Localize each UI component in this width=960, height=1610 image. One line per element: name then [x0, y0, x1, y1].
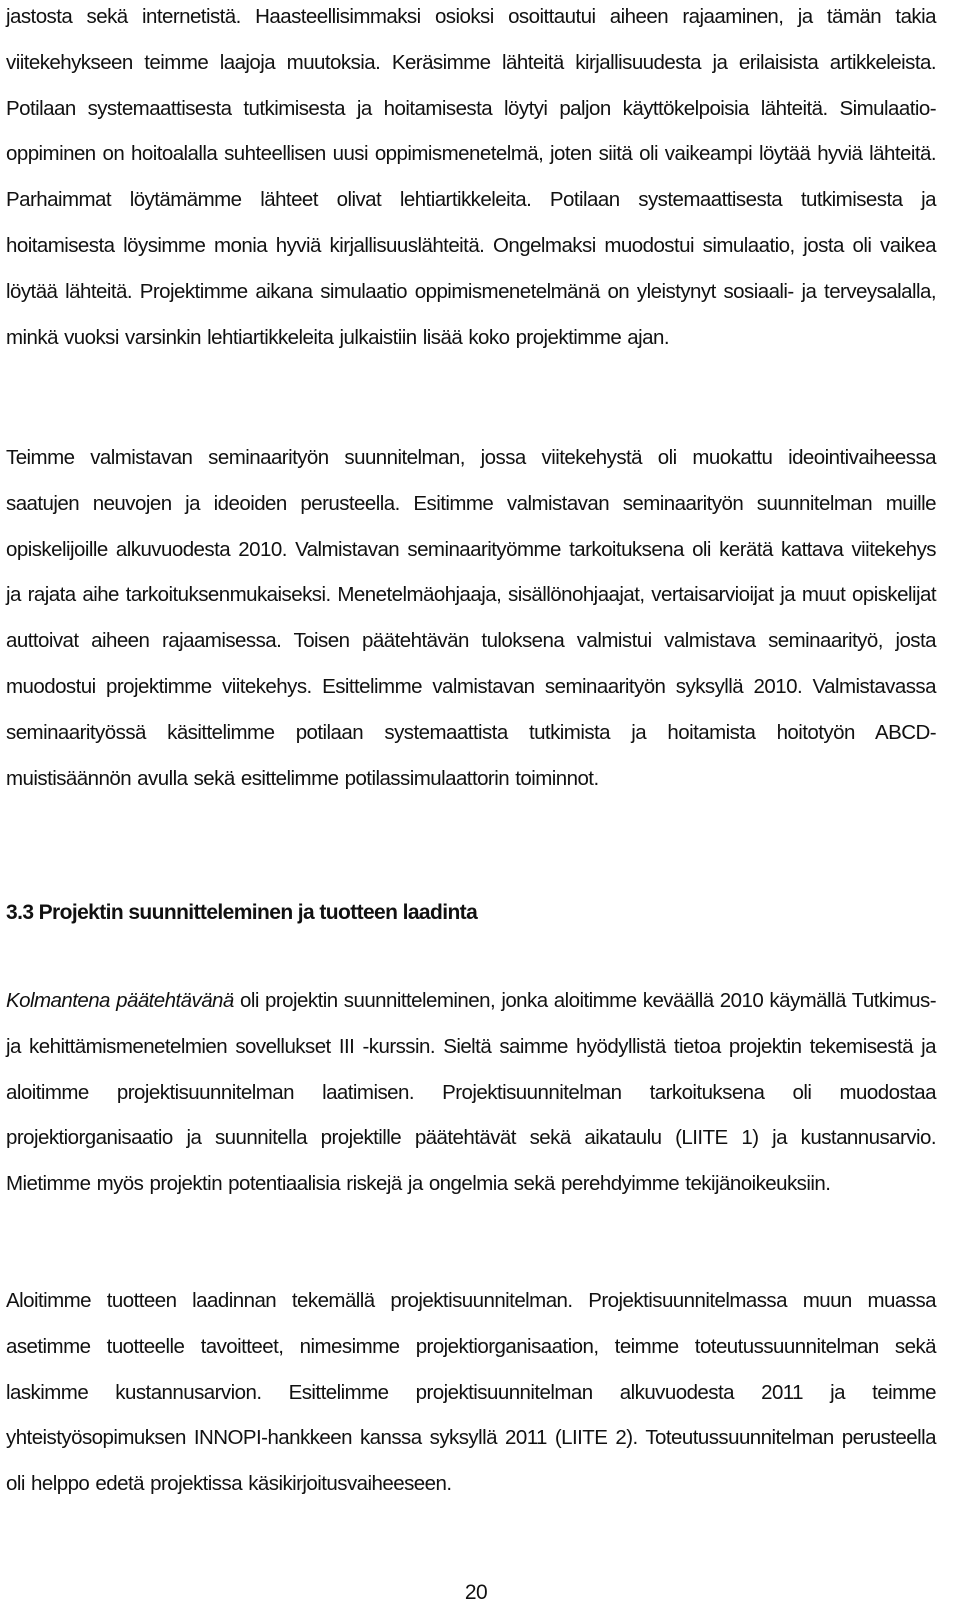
- section-paragraph-1: [6, 978, 936, 1207]
- page-number: 20: [464, 1581, 488, 1604]
- body-paragraph-2: Teimme valmistavan seminaarityön suunnitelman, jossa viitekehystä oli muokattu ideointivaiheessa saatujen neuvojen ja ideoiden perusteella. Esitimme valmistavan seminaarityön suunnitelman muille opiskelijoille alkuvuodesta 2010. Valmistavan seminaarityömme tarkoituksena oli kerätä kattava viitekehys ja rajata aihe tarkoituksenmukaiseksi. Menetelmäohjaaja, sisällönohjaajat, vertaisarvioijat ja muut opiskelijat auttoivat aiheen rajaamisessa. Toisen päätehtävän tuloksena valmistui valmistava seminaarityö, josta muodostui projektimme viitekehys. Esittelimme valmistavan seminaarityön syksyllä 2010. Valmistavassa seminaarityössä käsittelimme potilaan systemaattista tutkimista ja hoitamista hoitotyön ABCD-muistisäännön avulla sekä esittelimme potilassimulaattorin toiminnot.: [6, 446, 936, 790]
- section-paragraph-2: Aloitimme tuotteen laadinnan tekemällä projektisuunnitelman. Projektisuunnitelmassa muun muassa asetimme tuotteelle tavoitteet, nimesimme projektiorganisaation, teimme toteutussuunnitelman sekä laskimme kustannusarvion. Esittelimme projektisuunnitelman alkuvuodesta 2011 ja teimme yhteistyösopimuksen INNOPI-hankkeen kanssa syksyllä 2011 (LIITE 2). Toteutussuunnitelman perusteella oli helppo edetä projektissa käsikirjoitusvaiheeseen.: [6, 1289, 936, 1496]
- section-heading: 3.3 Projektin suunnitteleminen ja tuotteen laadinta: [6, 901, 478, 924]
- section-paragraph-1-text: oli projektin suunnitteleminen, jonka aloitimme keväällä 2010 käymällä Tutkimus- ja kehittämismenetelmien sovellukset III -kurssin. Sieltä saimme hyödyllistä tietoa projektin tekemisestä ja aloitimme projektisuunnitelman laatimisen. Projektisuunnitelman tarkoituksena oli muodostaa projektiorganisaatio ja suunnitella projektille päätehtävät sekä aikataulu (LIITE 1) ja kustannusarvio. Mietimme myös projektin potentiaalisia riskejä ja ongelmia sekä perehdyimme tekijänoikeuksiin.: [6, 989, 936, 1196]
- section-paragraph-1-emphasis: Kolmantena päätehtävänä: [6, 989, 234, 1012]
- body-paragraph-1: jastosta sekä internetistä. Haasteellisimmaksi osioksi osoittautui aiheen rajaaminen, ja tämän takia viitekehykseen teimme laajoja muutoksia. Keräsimme lähteitä kirjallisuudesta ja erilaisista artikkeleista. Potilaan systemaattisesta tutkimisesta ja hoitamisesta löytyi paljon käyttökelpoisia lähteitä. Simulaatio-oppiminen on hoitoalalla suhteellisen uusi oppimismenetelmä, joten siitä oli vaikeampi löytää hyviä lähteitä. Parhaimmat löytämämme lähteet olivat lehtiartikkeleita. Potilaan systemaattisesta tutkimisesta ja hoitamisesta löysimme monia hyviä kirjallisuuslähteitä. Ongelmaksi muodostui simulaatio, josta oli vaikea löytää lähteitä. Projektimme aikana simulaatio oppimismenetelmänä on yleistynyt sosiaali- ja terveysalalla, minkä vuoksi varsinkin lehtiartikkeleita julkaistiin lisää koko projektimme ajan.: [6, 5, 936, 349]
